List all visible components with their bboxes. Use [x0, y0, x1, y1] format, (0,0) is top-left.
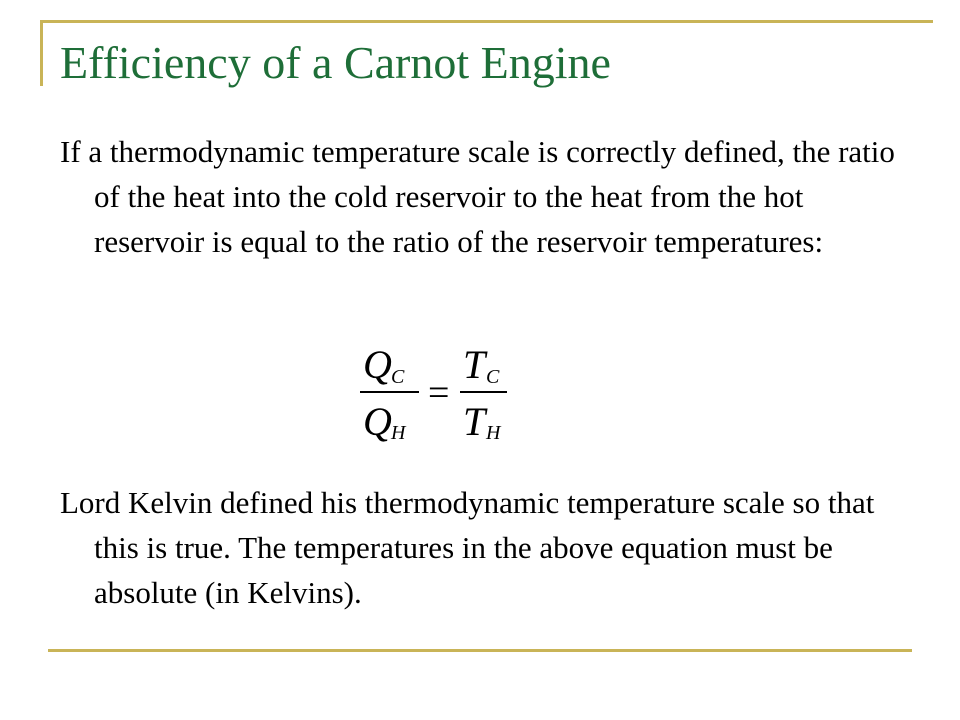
body-paragraph-1: If a thermodynamic temperature scale is correctly defined, the ratio of the heat into the cold reservoir to the heat from the hot reservoir is equal to the ratio of the reservoir temperatures:: [60, 134, 895, 259]
body-paragraph-2: Lord Kelvin defined his thermodynamic temperature scale so that this is true. The temperatures in the above equation must be absolute (in Kelvins).: [60, 485, 875, 610]
rhs-numerator-subscript: C: [486, 366, 500, 388]
bottom-decorative-rule: [48, 649, 912, 652]
rhs-denominator-subscript: H: [486, 422, 501, 444]
lhs-denominator: Q: [363, 399, 392, 444]
lhs-numerator: Q: [363, 342, 392, 387]
rhs-numerator: T: [463, 342, 486, 387]
top-decorative-rule: [40, 20, 933, 23]
rhs-denominator: T: [463, 399, 486, 444]
carnot-ratio-equation: [357, 333, 527, 443]
lhs-numerator-subscript: C: [391, 366, 405, 388]
equation-graphic: [357, 333, 527, 443]
equals-sign: =: [428, 372, 450, 414]
lhs-denominator-subscript: H: [391, 422, 406, 444]
slide-title: Efficiency of a Carnot Engine: [60, 37, 611, 88]
left-decorative-rule: [40, 20, 43, 86]
